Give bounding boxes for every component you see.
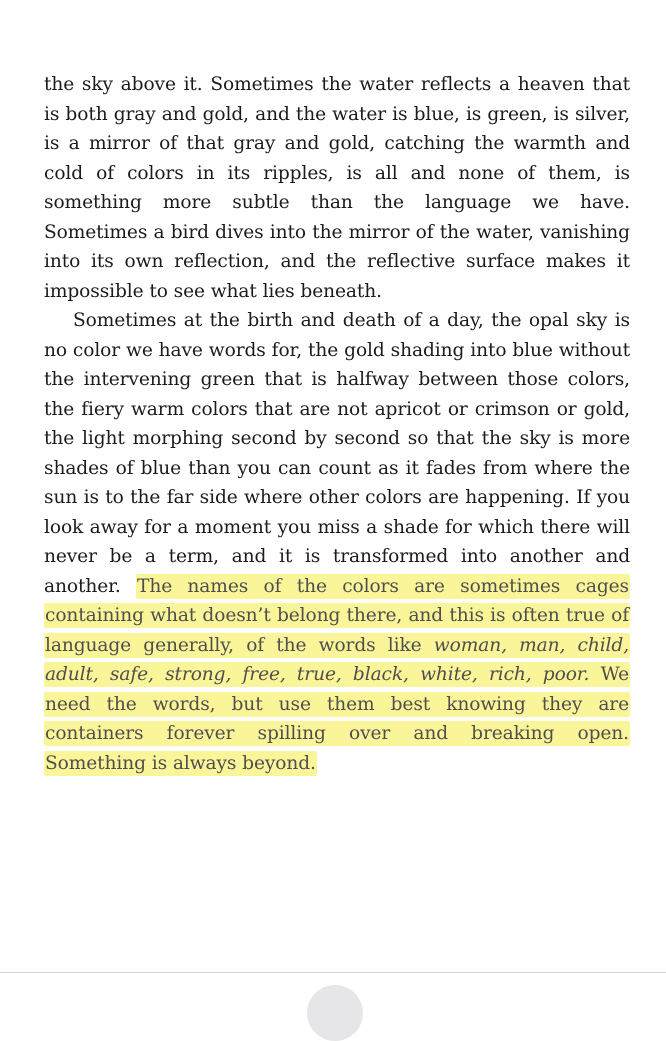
page-indicator-button[interactable]: [307, 985, 363, 1041]
text-highlight[interactable]: [44, 574, 630, 776]
highlight-lead: The names of the colors are sometimes cages containing what doesn’t belong there, and this is often true of language generally, of the words like: [45, 575, 629, 656]
paragraph-2: [44, 306, 630, 778]
highlight-italic-words: woman, man, child, adult, safe, strong, free, true, black, white, rich, poor.: [45, 634, 630, 685]
highlight-tail: We need the words, but use them best knowing they are containers forever spilling over and breaking open. Something is always beyond.: [45, 664, 630, 774]
paragraph-2-text: Sometimes at the birth and death of a day, the opal sky is no color we have words for, the gold shading into blue without the intervening green that is halfway between those colors, the fiery warm colors that are not apricot or crimson or gold, the light morphing second by second so that the sky is more shades of blue than you can count as it fades from where the sun is to the far side where other colors are happening. If you look away for a moment you miss a shade for which there will never be a term, and it is transformed into another and another.: [44, 310, 630, 597]
bottom-divider: [0, 972, 666, 973]
reading-page: [44, 70, 630, 778]
paragraph-1: the sky above it. Sometimes the water reflects a heaven that is both gray and gold, and the water is blue, is green, is silver, is a mirror of that gray and gold, catching the warmth and cold of colors in its ripples, is all and none of them, is something more subtle than the language we have. Sometimes a bird dives into the mirror of the water, vanishing into its own reflection, and the reflective surface makes it impossible to see what lies beneath.: [44, 74, 630, 302]
